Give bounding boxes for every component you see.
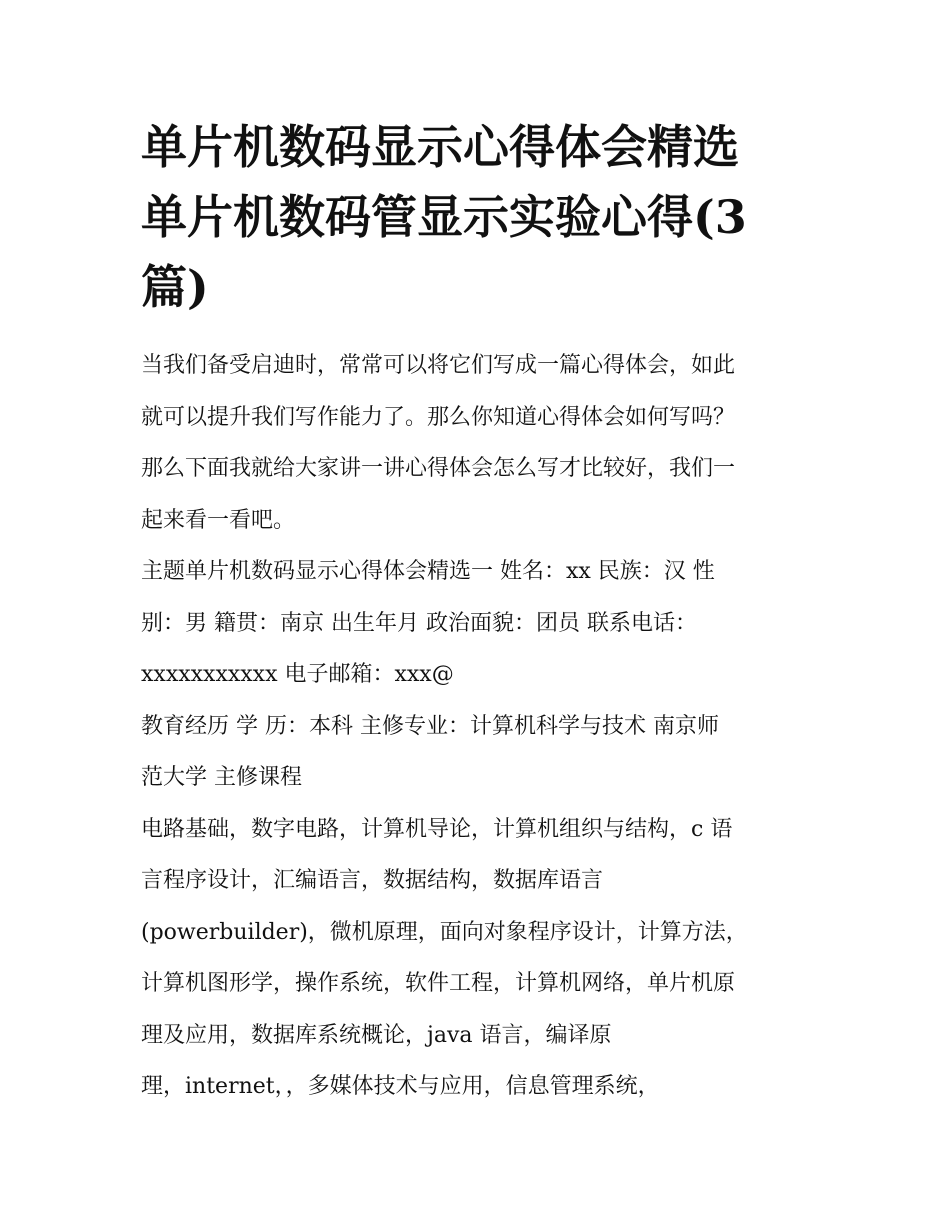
text-line: 言程序设计，汇编语言，数据结构，数据库语言 <box>141 868 604 893</box>
text-line: 起来看一看吧。 <box>141 507 296 533</box>
title-line: 篇) <box>141 260 209 314</box>
text-line: 理及应用，数据库系统概论，java 语言，编译原 <box>141 1022 612 1048</box>
title-line: 单片机数码显示心得体会精选 <box>141 120 739 174</box>
text-line: 电路基础，数字电路，计算机导论，计算机组织与结构，c 语 <box>141 816 733 842</box>
text-line: 别：男 籍贯：南京 出生年月 政治面貌：团员 联系电话： <box>141 610 697 636</box>
paragraph-personal-info <box>141 546 821 701</box>
paragraph-courses <box>141 804 821 1113</box>
text-line: 主题单片机数码显示心得体会精选一 姓名：xx 民族：汉 性 <box>141 559 715 584</box>
paragraph-intro <box>141 340 821 546</box>
title-line: 单片机数码管显示实验心得(3 <box>141 190 747 244</box>
text-line: xxxxxxxxxxx 电子邮箱：xxx@ <box>141 662 454 687</box>
text-line: 那么下面我就给大家讲一讲心得体会怎么写才比较好，我们一 <box>141 456 736 481</box>
text-line: 教育经历 学 历：本科 主修专业：计算机科学与技术 南京师 <box>141 713 719 739</box>
text-line: 计算机图形学，操作系统，软件工程，计算机网络，单片机原 <box>141 971 736 996</box>
text-line: 就可以提升我们写作能力了。那么你知道心得体会如何写吗？ <box>141 404 736 430</box>
document-body <box>141 340 821 1113</box>
text-line: 范大学 主修课程 <box>141 765 302 790</box>
text-line: 理，internet，，多媒体技术与应用，信息管理系统， <box>141 1074 660 1099</box>
document-page <box>141 112 821 1113</box>
paragraph-education <box>141 701 821 804</box>
document-title <box>141 112 806 322</box>
text-line: (powerbuilder)，微机原理，面向对象程序设计，计算方法， <box>141 919 748 945</box>
text-line: 当我们备受启迪时，常常可以将它们写成一篇心得体会，如此 <box>141 353 736 378</box>
